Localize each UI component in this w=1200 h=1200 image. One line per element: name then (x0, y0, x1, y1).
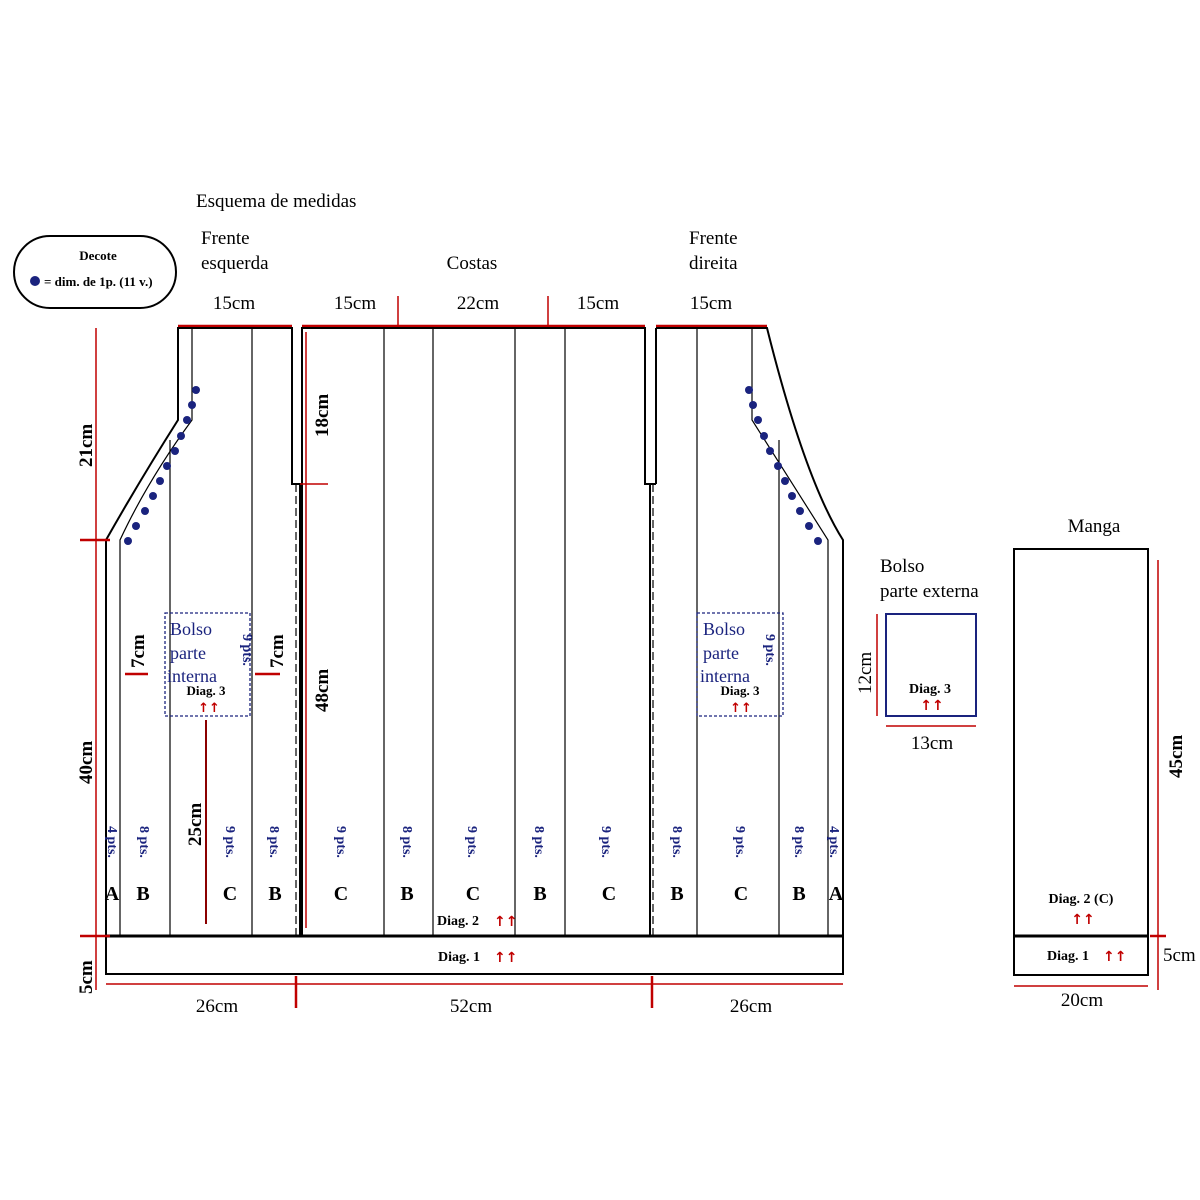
legend-text: = dim. de 1p. (11 v.) (44, 274, 153, 289)
col-letter: C (601, 883, 617, 905)
inner-pocket-left-line2: parte (170, 643, 206, 663)
neckline-dots-right (745, 386, 822, 545)
legend-heading: Decote (79, 248, 117, 263)
legend-dot-icon (30, 276, 40, 286)
measure-pocket-gap-right: 7cm (267, 634, 288, 668)
inner-pocket-right-line1: Bolso (703, 619, 746, 639)
col-letter: C (222, 883, 238, 905)
pts-col-4: 8 pts. (266, 826, 281, 858)
arrows-up-icon: ↑↑ (1071, 912, 1095, 928)
col-letter: B (400, 883, 414, 905)
col-letter: B (792, 883, 806, 905)
inner-pocket-left-pts: 9 pts. (239, 634, 254, 666)
measure-armhole: 18cm (312, 393, 333, 437)
neckline-legend (14, 236, 176, 308)
pts-col-11: 9 pts. (732, 826, 747, 858)
measure-pocket-w: 13cm (910, 733, 954, 754)
arrows-up-icon: ↑↑ (920, 698, 944, 714)
diagram-title: Esquema de medidas (196, 191, 357, 212)
col-letter: B (533, 883, 547, 905)
measure-left-rib: 5cm (76, 960, 97, 994)
pts-col-3: 9 pts. (222, 826, 237, 858)
measure-bottom-left: 26cm (195, 996, 239, 1017)
outer-pocket (855, 556, 979, 754)
arrows-up-icon: ↑↑ (730, 701, 752, 716)
label-back: Costas (446, 253, 498, 274)
inner-pocket-right-line3: interna (700, 666, 750, 686)
sleeve-piece (1014, 516, 1196, 1011)
inner-pocket-right (697, 613, 783, 716)
neckline-dots-left (124, 386, 200, 545)
pts-col-7: 9 pts. (464, 826, 479, 858)
measure-top-back-center: 22cm (456, 293, 500, 314)
diag2-label: Diag. 2 (437, 914, 479, 929)
measure-sleeve-w: 20cm (1060, 990, 1104, 1011)
col-letter: B (268, 883, 282, 905)
col-letter: C (733, 883, 749, 905)
outer-pocket-label-2: parte externa (880, 581, 979, 602)
label-front-right-1: Frente (689, 228, 738, 249)
inner-pocket-left-line3: interna (167, 666, 217, 686)
measure-top-right: 15cm (689, 293, 733, 314)
outer-pocket-diag: Diag. 3 (909, 682, 951, 697)
inner-pocket-left-diag: Diag. 3 (186, 683, 226, 698)
pts-col-10: 8 pts. (669, 826, 684, 858)
measure-pocket-h: 12cm (855, 651, 876, 694)
sleeve-diag1: Diag. 1 (1047, 949, 1089, 964)
col-letter: B (670, 883, 684, 905)
label-front-right-2: direita (689, 253, 738, 274)
col-letter: A (828, 883, 844, 905)
measure-back-body: 48cm (312, 668, 333, 712)
sleeve-diag2: Diag. 2 (C) (1048, 892, 1114, 907)
diag1-label: Diag. 1 (438, 950, 480, 965)
measure-bottom-right: 26cm (729, 996, 773, 1017)
measure-sleeve-rib: 5cm (1163, 945, 1196, 966)
col-letter: C (333, 883, 349, 905)
pts-col-6: 8 pts. (399, 826, 414, 858)
pts-col-1: 4 pts. (104, 826, 119, 858)
arrows-up-icon: ↑↑ (494, 914, 518, 930)
col-letter: A (104, 883, 120, 905)
pts-col-5: 9 pts. (333, 826, 348, 858)
inner-pocket-left (165, 613, 254, 716)
measure-top-back-left: 15cm (333, 293, 377, 314)
inner-pocket-right-line2: parte (703, 643, 739, 663)
arrows-up-icon: ↑↑ (198, 701, 220, 716)
arrows-up-icon: ↑↑ (1103, 949, 1127, 965)
col-letter: C (465, 883, 481, 905)
label-front-left-2: esquerda (201, 253, 269, 274)
measure-top-back-right: 15cm (576, 293, 620, 314)
sleeve-label: Manga (1067, 516, 1121, 537)
measure-pocket-gap-left: 7cm (128, 634, 149, 668)
measure-sleeve-len: 45cm (1166, 734, 1187, 778)
outer-pocket-label-1: Bolso (880, 556, 925, 577)
col-letter: B (136, 883, 150, 905)
pts-col-12: 8 pts. (791, 826, 806, 858)
inner-pocket-right-pts: 9 pts. (762, 634, 777, 666)
arrows-up-icon: ↑↑ (494, 950, 518, 966)
pts-col-9: 9 pts. (598, 826, 613, 858)
pts-col-2: 8 pts. (136, 826, 151, 858)
measure-left-upper: 21cm (76, 423, 97, 467)
pts-col-8: 8 pts. (531, 826, 546, 858)
measure-left-lower: 40cm (76, 740, 97, 784)
pts-col-13: 4 pts. (826, 826, 841, 858)
inner-pocket-right-diag: Diag. 3 (720, 683, 760, 698)
measure-top-left: 15cm (212, 293, 256, 314)
measure-pocket-depth: 25cm (185, 802, 206, 846)
inner-pocket-left-line1: Bolso (170, 619, 213, 639)
label-front-left-1: Frente (201, 228, 250, 249)
column-letters (105, 883, 844, 905)
measure-bottom-center: 52cm (449, 996, 493, 1017)
